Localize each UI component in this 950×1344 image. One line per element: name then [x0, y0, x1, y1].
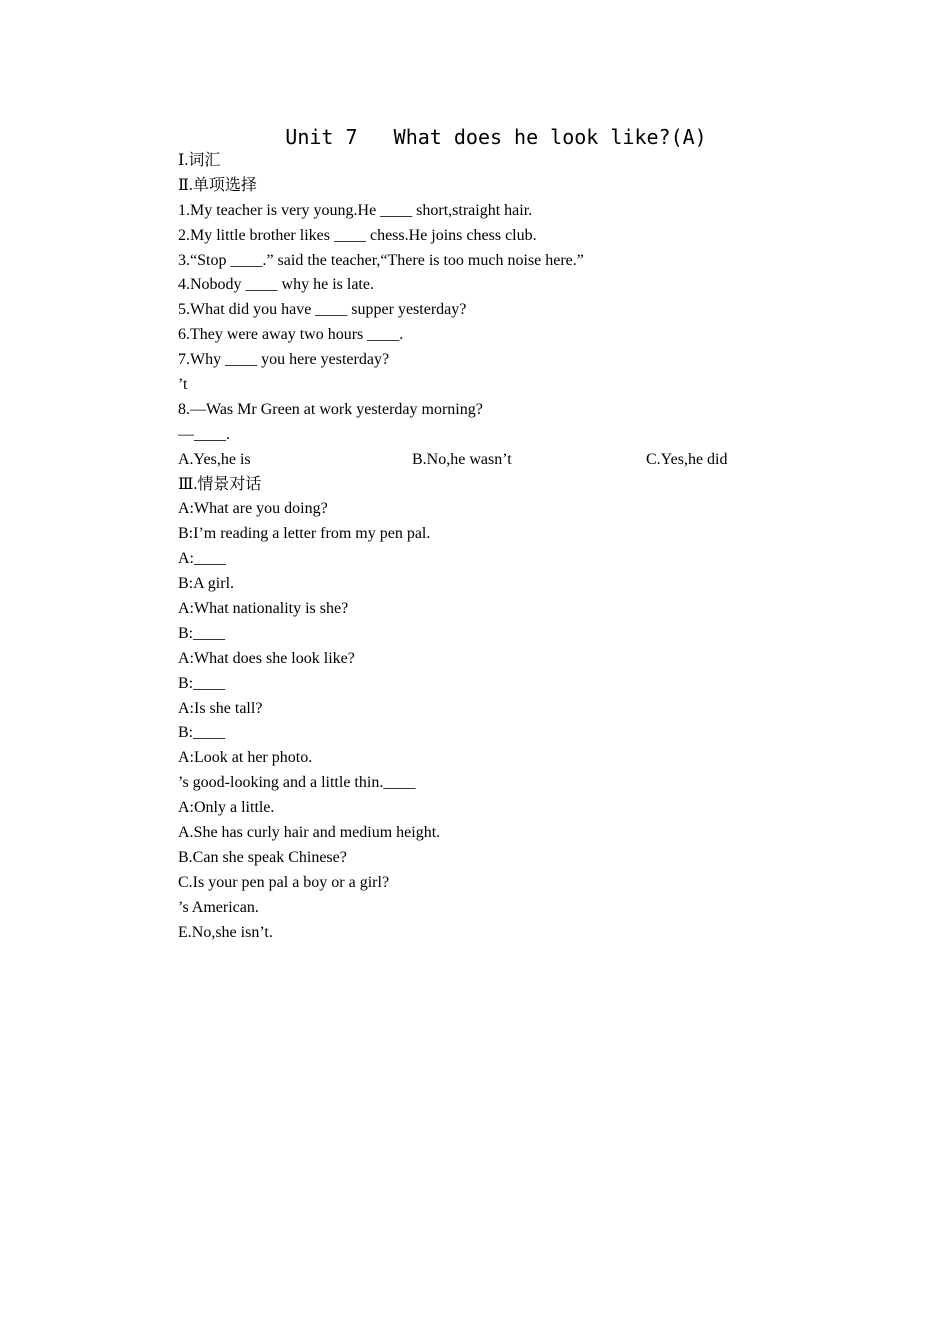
dialogue-option: E.No,she isn’t.	[178, 923, 273, 941]
dialogue-line: B:____	[178, 674, 226, 692]
page-title: Unit 7 What does he look like?(A)	[285, 125, 707, 149]
question-line: 5.What did you have ____ supper yesterday?	[178, 301, 467, 319]
question-line: 7.Why ____ you here yesterday?	[178, 351, 390, 369]
section-heading-multiple-choice: Ⅱ.单项选择	[178, 176, 257, 194]
question-8-options	[178, 448, 778, 473]
option-c: C.Yes,he did	[646, 450, 728, 468]
dialogue-line: B:A girl.	[178, 575, 235, 593]
dialogue-line: A:Look at her photo.	[178, 749, 313, 767]
dialogue-line: A:What nationality is she?	[178, 600, 349, 618]
section-heading-dialogue: Ⅲ.情景对话	[178, 475, 262, 493]
dialogue-option: ’s American.	[178, 898, 259, 916]
dialogue-line: A:____	[178, 550, 226, 568]
section-heading-vocabulary: Ⅰ.词汇	[178, 152, 221, 169]
question-line: 6.They were away two hours ____.	[178, 326, 404, 344]
question-line: —____.	[178, 425, 230, 443]
question-line: 1.My teacher is very young.He ____ short,straight hair.	[178, 201, 533, 219]
dialogue-line: B:I’m reading a letter from my pen pal.	[178, 525, 431, 543]
dialogue-line: A:What does she look like?	[178, 649, 355, 667]
option-b: B.No,he wasn’t	[412, 450, 512, 468]
question-line: 3.“Stop ____.” said the teacher,“There is too much noise here.”	[178, 251, 584, 269]
dialogue-line: ’s good-looking and a little thin.____	[178, 774, 416, 792]
dialogue-option: B.Can she speak Chinese?	[178, 848, 347, 866]
option-a: A.Yes,he is	[178, 450, 251, 468]
dialogue-line: B:____	[178, 624, 226, 642]
dialogue-line: B:____	[178, 724, 226, 742]
worksheet-content	[178, 149, 778, 946]
dialogue-line: A:What are you doing?	[178, 500, 328, 518]
dialogue-option: C.Is your pen pal a boy or a girl?	[178, 873, 390, 891]
question-line: 8.—Was Mr Green at work yesterday morning?	[178, 400, 483, 418]
question-line: 4.Nobody ____ why he is late.	[178, 276, 374, 294]
question-line: 2.My little brother likes ____ chess.He joins chess club.	[178, 226, 537, 244]
dialogue-option: A.She has curly hair and medium height.	[178, 824, 441, 842]
question-line: ’t	[178, 376, 188, 394]
dialogue-line: A:Is she tall?	[178, 699, 263, 717]
dialogue-line: A:Only a little.	[178, 799, 275, 817]
